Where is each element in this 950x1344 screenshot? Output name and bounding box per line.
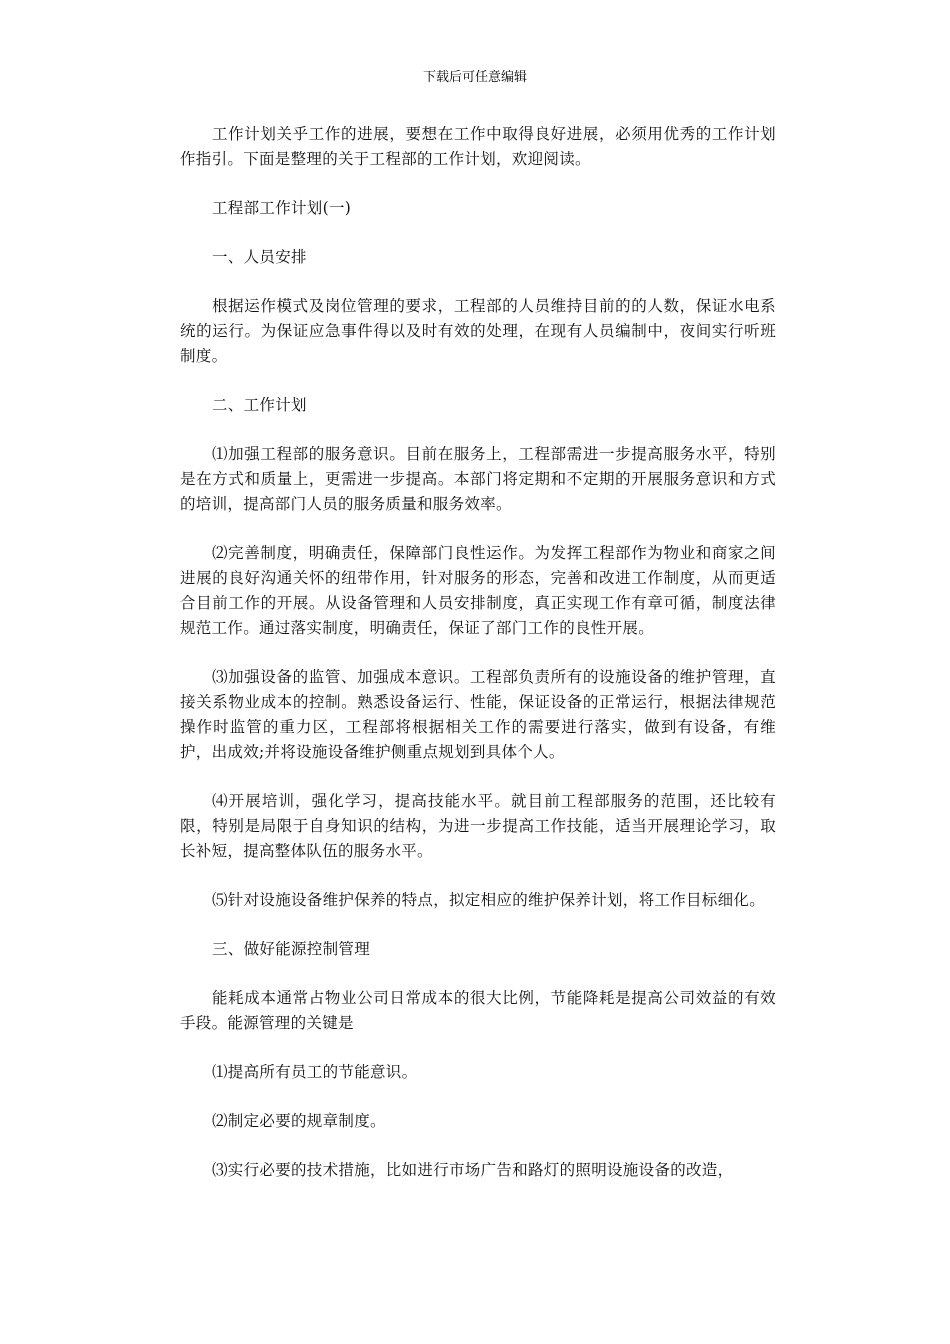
heading-staffing: 一、人员安排	[212, 248, 307, 266]
page-header: 下载后可任意编辑	[422, 70, 527, 85]
heading-energy: 三、做好能源控制管理	[212, 940, 371, 958]
work-plan-item-1: ⑴加强工程部的服务意识。目前在服务上，工程部需进一步提高服务水平，特别是在方式和质量上，更需进一步提高。本部门将定期和不定期的开展服务意识和方式的培训，提高部门人员的服务质量和服务效率。	[180, 445, 776, 513]
heading-work-plan: 二、工作计划	[212, 396, 307, 414]
energy-item-1: ⑴提高所有员工的节能意识。	[212, 1063, 418, 1081]
staffing-paragraph: 根据运作模式及岗位管理的要求，工程部的人员维持目前的的人数，保证水电系统的运行。为保证应急事件得以及时有效的处理，在现有人员编制中，夜间实行听班制度。	[180, 297, 776, 365]
work-plan-item-4: ⑷开展培训，强化学习，提高技能水平。就目前工程部服务的范围，还比较有限，特别是局限于自身知识的结构，为进一步提高工作技能，适当开展理论学习，取长补短，提高整体队伍的服务水平。	[180, 792, 776, 860]
energy-item-2: ⑵制定必要的规章制度。	[212, 1112, 386, 1130]
document-body	[180, 122, 776, 1183]
work-plan-item-3: ⑶加强设备的监管、加强成本意识。工程部负责所有的设施设备的维护管理，直接关系物业成本的控制。熟悉设备运行、性能，保证设备的正常运行，根据法律规范操作时监管的重力区，工程部将根据相关工作的需要进行落实，做到有设备，有维护，出成效;并将设施设备维护侧重点规划到具体个人。	[180, 668, 776, 761]
work-plan-item-2: ⑵完善制度，明确责任，保障部门良性运作。为发挥工程部作为物业和商家之间进展的良好沟通关怀的纽带作用，针对服务的形态，完善和改进工作制度，从而更适合目前工作的开展。从设备管理和人员安排制度，真正实现工作有章可循，制度法律规范工作。通过落实制度，明确责任，保证了部门工作的良性开展。	[180, 544, 776, 637]
section-title: 工程部工作计划(一)	[212, 199, 352, 217]
work-plan-item-5: ⑸针对设施设备维护保养的特点，拟定相应的维护保养计划，将工作目标细化。	[212, 891, 766, 909]
energy-item-3: ⑶实行必要的技术措施，比如进行市场广告和路灯的照明设施设备的改造，	[212, 1161, 734, 1179]
energy-paragraph: 能耗成本通常占物业公司日常成本的很大比例，节能降耗是提高公司效益的有效手段。能源管理的关键是	[180, 989, 776, 1032]
intro-paragraph: 工作计划关乎工作的进展，要想在工作中取得良好进展，必须用优秀的工作计划作指引。下面是整理的关于工程部的工作计划，欢迎阅读。	[180, 125, 776, 168]
